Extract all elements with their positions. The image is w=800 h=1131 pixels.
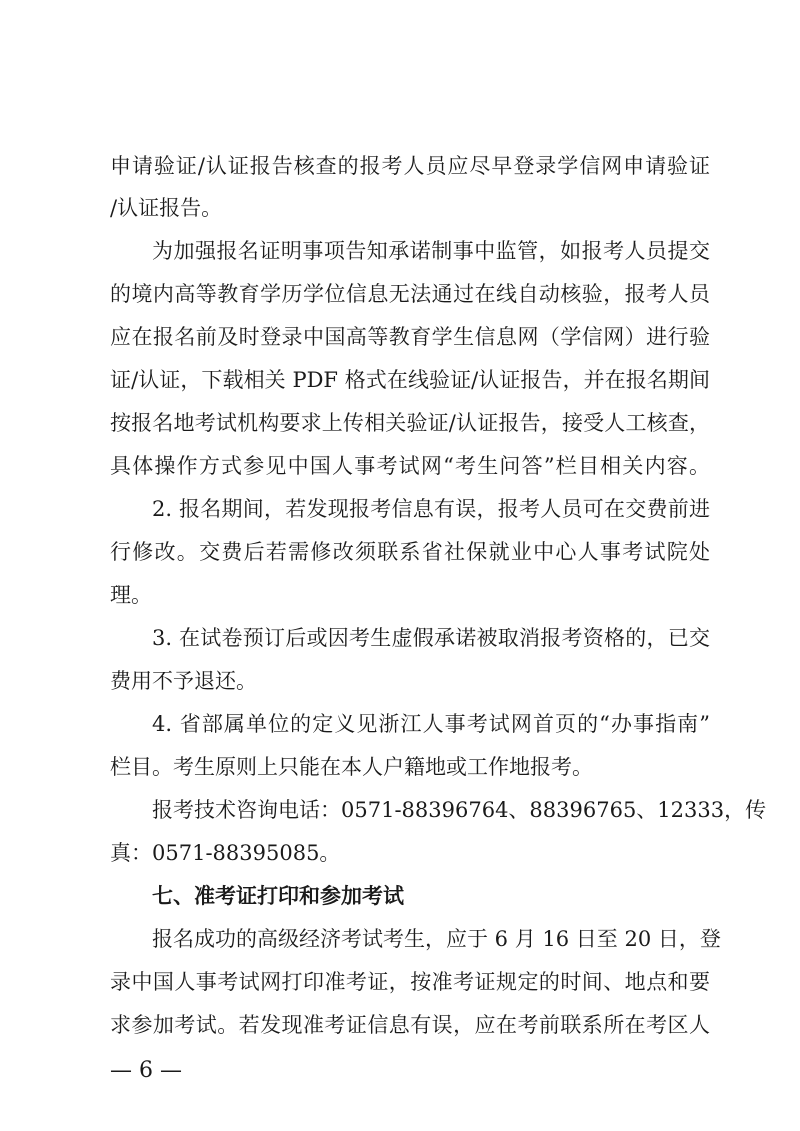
paragraph-line: 理。 xyxy=(110,583,152,607)
paragraph-line: 应在报名前及时登录中国高等教育学生信息网（学信网）进行验 xyxy=(110,325,710,349)
paragraph-line: 为加强报名证明事项告知承诺制事中监管，如报考人员提交 xyxy=(152,239,710,263)
section-heading: 七、准考证打印和参加考试 xyxy=(152,884,404,908)
page-number: — 6 — xyxy=(110,1058,182,1083)
paragraph-line: 按报名地考试机构要求上传相关验证/认证报告，接受人工核查， xyxy=(110,411,710,435)
paragraph-line: 申请验证/认证报告核查的报考人员应尽早登录学信网申请验证 xyxy=(110,154,710,178)
paragraph-line: 费用不予退还。 xyxy=(110,669,257,693)
paragraph-line: 录中国人事考试网打印准考证，按准考证规定的时间、地点和要 xyxy=(110,970,710,994)
paragraph-line: /认证报告。 xyxy=(110,196,223,220)
paragraph-line: 具体操作方式参见中国人事考试网“考生问答”栏目相关内容。 xyxy=(110,454,710,478)
paragraph-line: 3. 在试卷预订后或因考生虚假承诺被取消报考资格的，已交 xyxy=(152,626,710,650)
paragraph-line: 行修改。交费后若需修改须联系省社保就业中心人事考试院处 xyxy=(110,540,710,564)
paragraph-line: 真：0571-88395085。 xyxy=(110,841,341,865)
paragraph-line: 报名成功的高级经济考试考生，应于 6 月 16 日至 20 日，登 xyxy=(152,927,721,951)
paragraph-line: 4. 省部属单位的定义见浙江人事考试网首页的“办事指南” xyxy=(152,712,710,736)
paragraph-line: 求参加考试。若发现准考证信息有误，应在考前联系所在考区人 xyxy=(110,1013,710,1037)
paragraph-line: 证/认证，下载相关 PDF 格式在线验证/认证报告，并在报名期间 xyxy=(110,368,710,392)
paragraph-line: 栏目。考生原则上只能在本人户籍地或工作地报考。 xyxy=(110,755,593,779)
paragraph-line: 报考技术咨询电话：0571-88396764、88396765、12333，传 xyxy=(152,798,767,822)
paragraph-line: 的境内高等教育学历学位信息无法通过在线自动核验，报考人员 xyxy=(110,282,710,306)
paragraph-line: 2. 报名期间，若发现报考信息有误，报考人员可在交费前进 xyxy=(152,497,710,521)
